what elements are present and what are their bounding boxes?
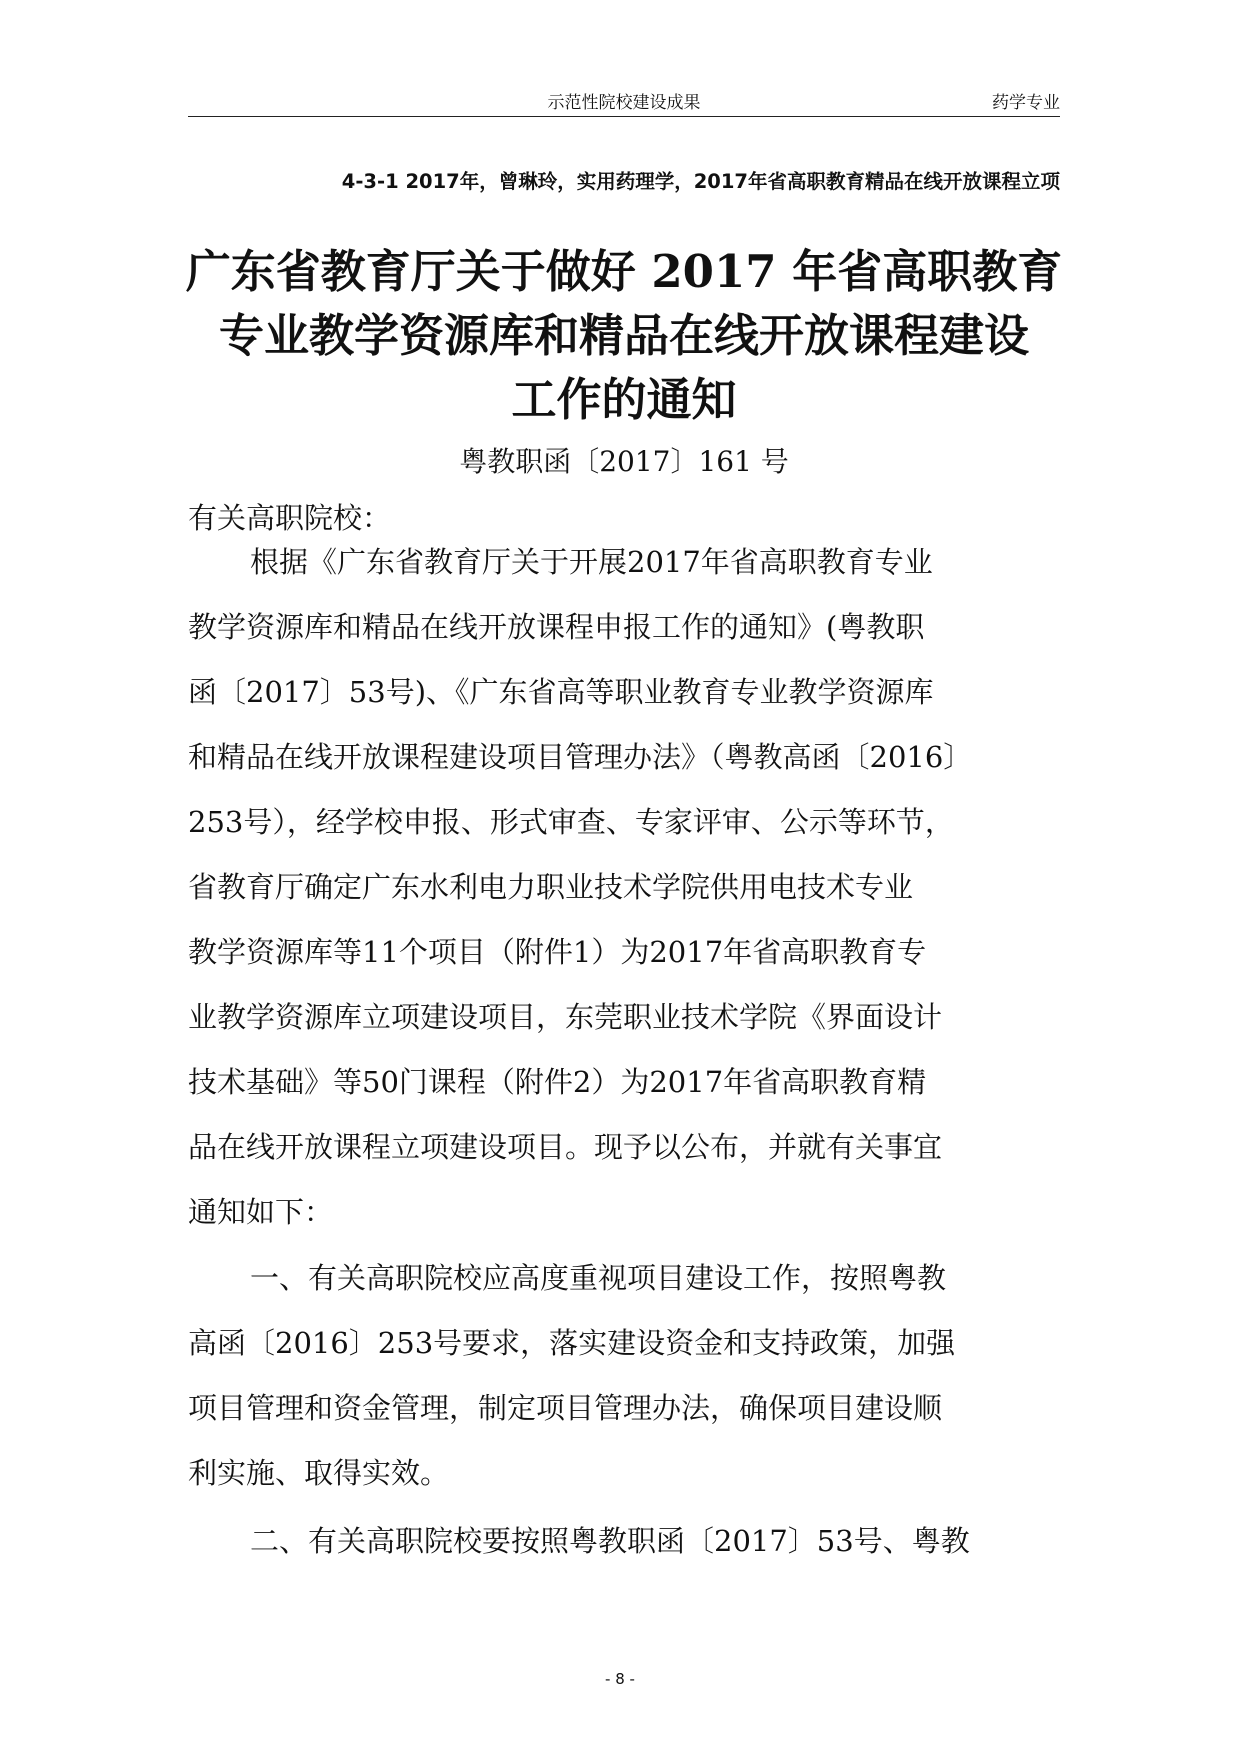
paragraph-line: 二、有关高职院校要按照粤教职函〔2017〕53号、粤教 [250,1524,970,1558]
page-number: - 8 - [605,1670,635,1688]
paragraph-line: 通知如下： [188,1195,334,1229]
body-paragraph-2 [188,1246,1068,1506]
paragraph-line: 253号），经学校申报、形式审查、专家评审、公示等环节， [188,805,954,839]
page-header [188,86,1060,117]
body-paragraph-1 [188,530,1068,1245]
paragraph-line: 品在线开放课程立项建设项目。现予以公布，并就有关事宜 [188,1130,943,1164]
document-number: 粤教职函〔2017〕161 号 [459,445,789,478]
title-line: 专业教学资源库和精品在线开放课程建设 [218,309,1029,362]
section-caption: 4-3-1 2017年，曾琳玲，实用药理学，2017年省高职教育精品在线开放课程立项 [341,170,1060,193]
paragraph-line: 技术基础》等50门课程（附件2）为2017年省高职教育精 [188,1065,927,1099]
paragraph-line: 一、有关高职院校应高度重视项目建设工作，按照粤教 [250,1261,947,1295]
paragraph-line: 高函〔2016〕253号要求，落实建设资金和支持政策，加强 [188,1326,956,1360]
paragraph-line: 函〔2017〕53号)、《广东省高等职业教育专业教学资源库 [188,675,934,709]
paragraph-line: 教学资源库和精品在线开放课程申报工作的通知》(粤教职 [188,610,925,644]
salutation: 有关高职院校： [188,501,392,535]
body-paragraph-3 [188,1509,1068,1574]
paragraph-line: 利实施、取得实效。 [188,1456,450,1490]
paragraph-line: 教学资源库等11个项目（附件1）为2017年省高职教育专 [188,935,927,969]
header-right-text: 药学专业 [992,93,1060,113]
paragraph-line: 业教学资源库立项建设项目，东莞职业技术学院《界面设计 [188,1000,943,1034]
title-line: 广东省教育厅关于做好 2017 年省高职教育 [185,245,1063,298]
paragraph-line: 项目管理和资金管理，制定项目管理办法，确保项目建设顺 [188,1391,943,1425]
document-title [180,240,1068,432]
header-center-text: 示范性院校建设成果 [547,93,701,113]
paragraph-line: 根据《广东省教育厅关于开展2017年省高职教育专业 [250,545,933,579]
paragraph-line: 和精品在线开放课程建设项目管理办法》（粤教高函〔2016〕 [188,740,973,774]
title-line: 工作的通知 [511,373,737,426]
paragraph-line: 省教育厅确定广东水利电力职业技术学院供用电技术专业 [188,870,914,904]
